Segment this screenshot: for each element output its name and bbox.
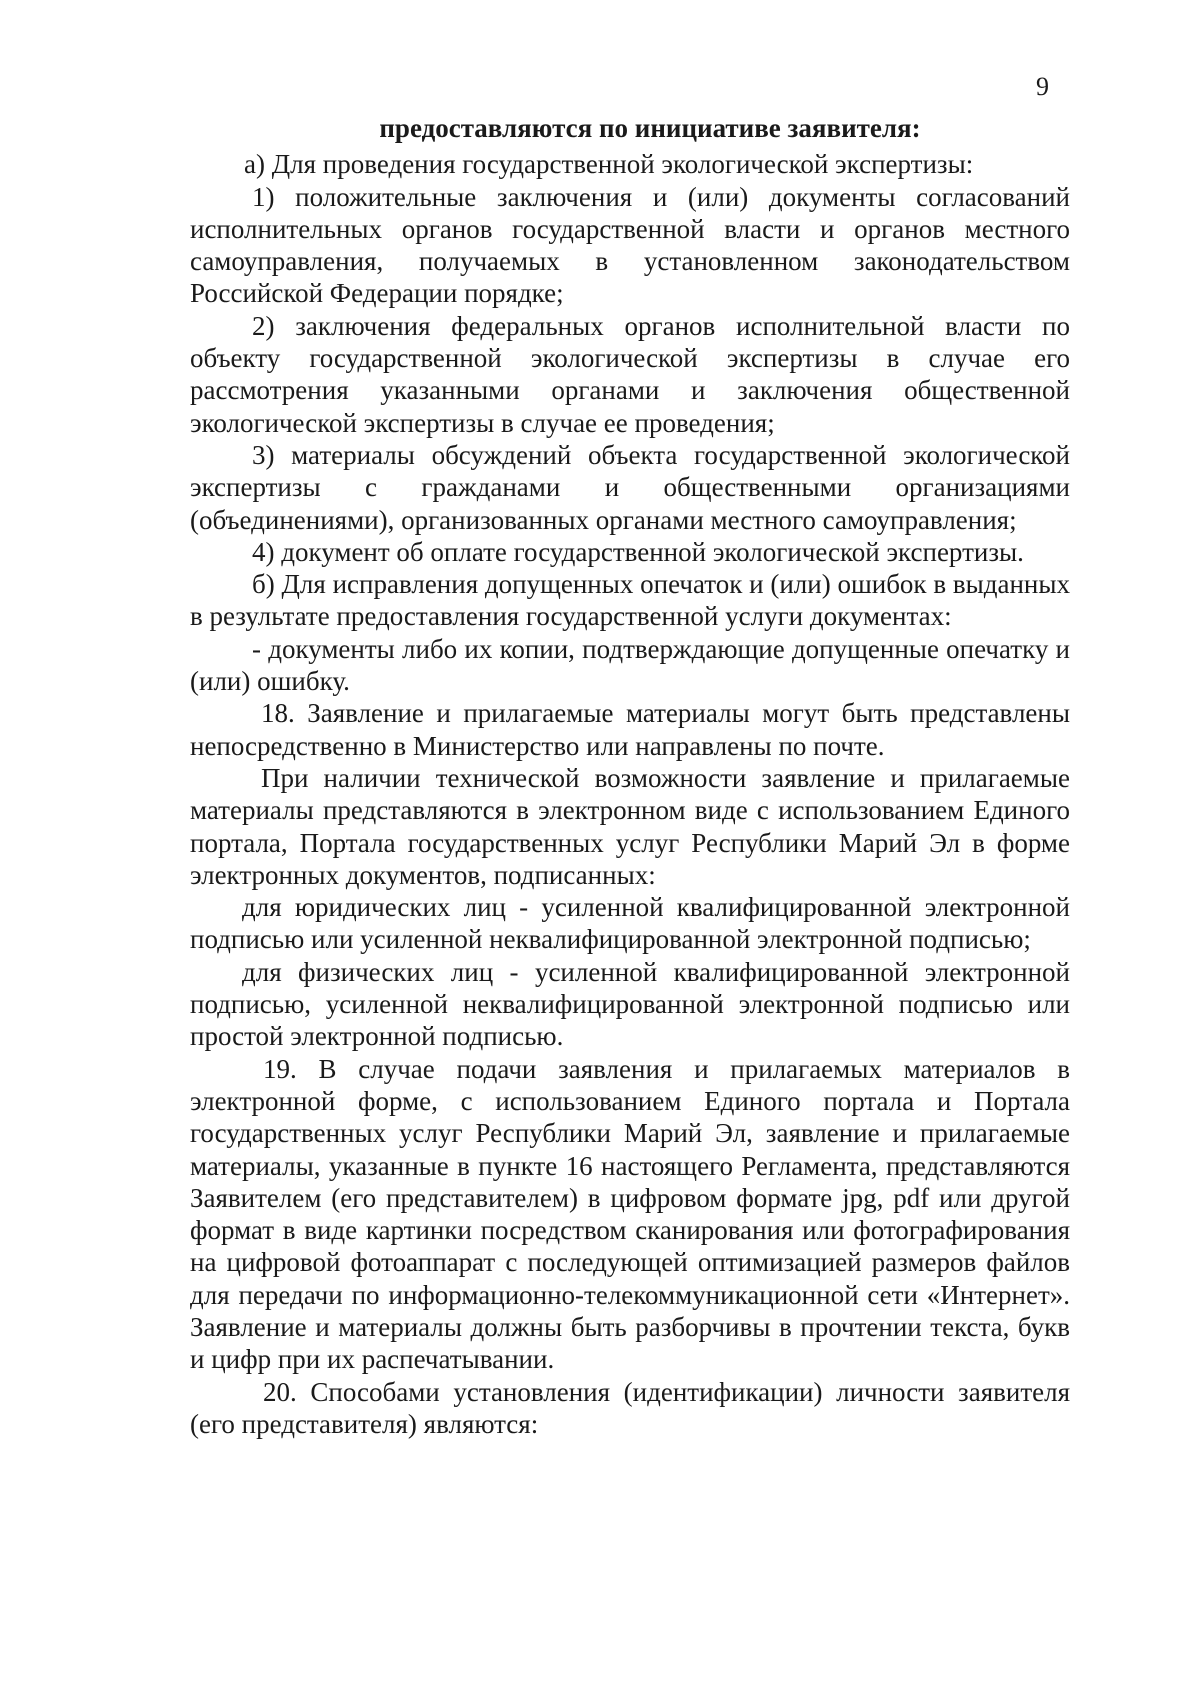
paragraph-19: 19. В случае подачи заявления и прилагаемых материалов в электронной форме, с использованием Единого портала и Портала государственных услуг Республики Марий Эл, заявление и прилагаемые материалы, указанные в пункте 16 настоящего Регламента, представляются Заявителем (его представителем) в цифровом формате jpg, pdf или другой формат в виде картинки посредством сканирования или фотографирования на цифровой фотоаппарат с последующей оптимизацией размеров файлов для передачи по информационно-телекоммуникационной сети «Интернет». Заявление и материалы должны быть разборчивы в прочтении текста, букв и цифр при их распечатывании. <box>190 1053 1070 1375</box>
paragraph-b: б) Для исправления допущенных опечаток и (или) ошибок в выданных в результате предоставления государственной услуги документах: <box>190 569 1070 632</box>
paragraph-a-3: 3) материалы обсуждений объекта государственной экологической экспертизы с гражданами и общественными организациями (объединениями), организованных органами местного самоуправления; <box>190 439 1070 535</box>
paragraph-b-item: - документы либо их копии, подтверждающие допущенные опечатку и (или) ошибку. <box>190 633 1070 697</box>
paragraph-20: 20. Способами установления (идентификации) личности заявителя (его представителя) являются: <box>190 1376 1070 1439</box>
page-number: 9 <box>1036 72 1049 101</box>
paragraph-a-4: 4) документ об оплате государственной экологической экспертизы. <box>252 536 1024 567</box>
section-heading: предоставляются по инициативе заявителя: <box>379 113 921 143</box>
paragraph-a: а) Для проведения государственной экологической экспертизы: <box>244 149 974 180</box>
paragraph-a-1: 1) положительные заключения и (или) документы согласований исполнительных органов государственной власти и органов местного самоуправления, получаемых в установленном законодательством Российской Федерации порядке; <box>190 181 1070 309</box>
paragraph-individuals: для физических лиц - усиленной квалифицированной электронной подписью, усиленной неквалифицированной электронной подписью или простой электронной подписью. <box>190 956 1070 1052</box>
paragraph-18: 18. Заявление и прилагаемые материалы могут быть представлены непосредственно в Министерство или направлены по почте. <box>190 698 1070 761</box>
paragraph-a-2: 2) заключения федеральных органов исполнительной власти по объекту государственной экологической экспертизы в случае его рассмотрения указанными органами и заключения общественной экологической экспертизы в случае ее проведения; <box>190 310 1070 438</box>
paragraph-18-electronic: При наличии технической возможности заявление и прилагаемые материалы представляются в электронном виде с использованием Единого портала, Портала государственных услуг Республики Марий Эл в форме электронных документов, подписанных: <box>190 762 1070 890</box>
document-body <box>190 112 1070 1440</box>
paragraph-legal-entities: для юридических лиц - усиленной квалифицированной электронной подписью или усиленной неквалифицированной электронной подписью; <box>190 892 1070 955</box>
